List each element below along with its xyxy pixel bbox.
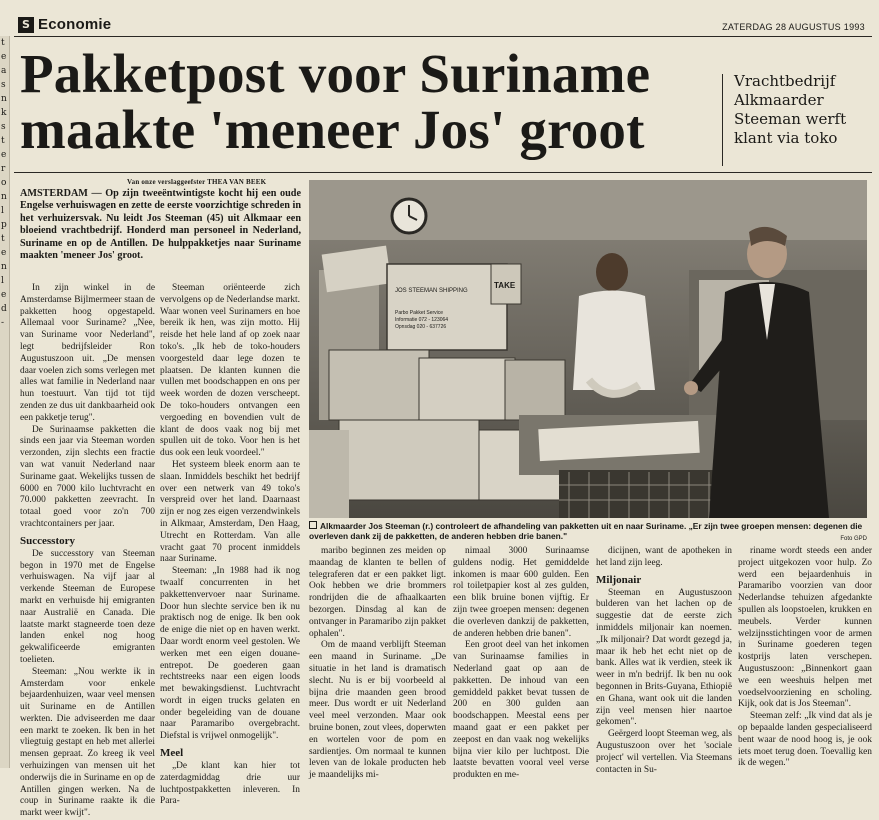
- photo-box-label: Informatie 072 - 123064: [395, 317, 449, 323]
- news-photo: [309, 180, 867, 518]
- photo-credit: Foto GPD: [840, 536, 867, 542]
- paragraph: Steeman: „In 1988 had ik nog twaalf concurrenten in het pakkettenvervoer naar Suriname. Door hun slechte service ben ik nu praktisch nog de enige. Ik ben ook de enige die niet op en haven werkt. Daar wordt enorm veel gestolen. We werken met een eigen douane-entrepot. De goederen gaan rechtstreeks naar een eigen loods met bewakingsdienst. Luchtvracht wordt in eigen trucks gelaten en onder begeleiding van de douane naar Paramaribo overgebracht. Diefstal is vrijwel onmogelijk".: [160, 566, 300, 742]
- photo-caption: [309, 521, 869, 542]
- edge-letter: l: [1, 206, 4, 216]
- paragraph: maribo beginnen zes meiden op maandag de klanten te bellen of telegraferen dat er een pakket ligt. Ook hebben we drie brommers rondrijden die de afhaalkaarten bezorgen. Dinsdag al kan de ontvanger in Paramaribo zijn pakket ophalen".: [309, 546, 446, 639]
- edge-letter: l: [1, 276, 4, 286]
- edge-letter: e: [1, 248, 7, 258]
- edge-letter: n: [1, 262, 7, 272]
- kicker-line: Alkmaarder: [734, 91, 824, 109]
- paragraph: Geërgerd loopt Steeman weg, als Augustuszoon over het 'sociale project' wil vertellen. Via Steemans contacten in Su-: [596, 729, 733, 775]
- paragraph: Steeman en Augustuszoon bulderen van het lachen op de suggestie dat de eerste zich inmiddels miljonair kan noemen. „Ik miljonair? Dat wordt gezegd ja, maar ik heb het echt niet op de bank. Alles wat ik verdien, steek ik weer in m'n bedrijf. Ik ben nu ook begonnen in Brits-Guyana, Ethiopië en Ghana, want ook uit die landen zijn veel mensen hier naartoe gekomen".: [596, 587, 732, 728]
- edge-letter: s: [1, 80, 6, 90]
- edge-letter: t: [1, 38, 5, 48]
- caption-marker-icon: [309, 521, 317, 529]
- paragraph: De successtory van Steeman begon in 1970 met de Engelse verhuiswagen. Na vijf jaar al verkende Steeman de Europese markt en verhuisde hij emigranten naar Australië en Canada. Die laatste markt stagneerde toen deze landen enkel nog hoog gekwalificeerde emigranten toelieten.: [20, 548, 155, 665]
- paragraph: „De klant kan hier tot zaterdagmiddag drie uur luchtpostpakketten inleveren. In Para-: [160, 761, 300, 807]
- paragraph: riname wordt steeds een ander project uitgekozen voor hulp. Zo werd een bejaardenhuis in Paramaribo voorzien van door Nederlandse tehuizen afgedankte spullen als loopstoelen, krukken en meubels. Verder kunnen welzijnsstichtingen voor de armen in Suriname goederen tegen kostprijs laten verschepen. Augustuszoon: „Binnenkort gaan we een weeshuis helpen met voedselvoorziening en scholing. Kijk, ook dat is Jos Steeman".: [738, 546, 872, 710]
- paragraph: nimaal 3000 Surinaamse guldens nodig. Het gemiddelde inkomen is maar 600 gulden. Een rol toiletpapier kost al zes gulden, een blik bruine bonen vijftig. Er zijn twee groepen mensen: degenen die overleven dankzij de pakketten, de anderen hebben drie banen".: [453, 546, 589, 639]
- paragraph: De Surinaamse pakketten die sinds een jaar via Steeman worden verzonden, zijn slechts een fractie van wat vanuit Nederland naar Suriname gaat. Wekelijks tussen de 6000 en 7000 kilo luchtvracht en 70.000 pakketten zeevracht. In totaal goed voor zo'n 700 vrachtcontainers per jaar.: [20, 424, 155, 529]
- kicker-line: klant via toko: [734, 129, 838, 147]
- lead-paragraph: AMSTERDAM — Op zijn tweeëntwintigste kocht hij een oude Engelse verhuiswagen en zette de eerste voorzichtige schreden in het verhuizersvak. Nu leidt Jos Steeman (45) uit Alkmaar een bloeiend vrachtbedrijf. Honderd man personeel in Nederland, Suriname en op de Antillen. De hulppakketjes naar Suriname maakten 'meneer Jos' groot.: [20, 188, 301, 262]
- paragraph: Een groot deel van het inkomen van Surinaamse families in Nederland gaat op aan de pakketten. De inhoud van een gemiddeld pakket bevat tussen de 200 en 300 gulden aan boodschappen. Meestal eens per maand gaat er een pakket per zeepost en dan vaak nog wekelijks bijna vier kilo per luchtpost. Die laatste bevatten vooral veel verse produkten en me-: [453, 640, 589, 781]
- edge-letter: n: [1, 94, 7, 104]
- adjacent-column-fragment: [0, 36, 10, 768]
- paragraph: Om de maand verblijft Steeman een maand in Suriname. „De situatie in het land is dramatisch slecht. Nu is er bij voorbeeld al bijna drie maanden geen brood meer. Dus wordt er uit Nederland veel meel verzonden. Maar ook bruine bonen, zout vlees, doperwten en wortelen voor de pom en sardientjes. Om normaal te kunnen leven van de lokale producten heb je maandelijks mi-: [309, 640, 446, 781]
- edge-letter: o: [1, 178, 7, 188]
- edge-letter: e: [1, 290, 7, 300]
- article-column-6: [738, 546, 872, 770]
- headline-rule: [14, 172, 872, 173]
- article-column-2: [160, 283, 300, 808]
- headline: [20, 43, 715, 160]
- edge-letter: n: [1, 192, 7, 202]
- photo-box-label: TAKE: [494, 281, 516, 290]
- kicker-divider: [722, 74, 723, 166]
- paragraph: Steeman: „Nou werkte ik in Amsterdam voor enkele bejaardenhuizen, waar veel mensen uit Suriname en de Antillen werkten. Die adviseerden me daar een markt te zoeken. Ik ben in het vliegtuig gestapt en heb met allerlei mensen gepraat. Zo kreeg ik veel verhuizingen van mensen uit het onderwijs die in Suriname en op de Antillen gingen werken. Na de coup in Suriname raakte ik die markt weer kwijt".: [20, 666, 155, 819]
- photo-illustration: [309, 180, 867, 518]
- edge-letter: p: [1, 220, 7, 230]
- edge-letter: -: [1, 318, 5, 328]
- section-logo-icon: S: [18, 17, 34, 33]
- edge-letter: a: [1, 66, 7, 76]
- masthead-rule: [14, 36, 872, 37]
- article-column-4: [453, 546, 589, 782]
- section-title: Economie: [38, 16, 112, 33]
- edge-letter: e: [1, 150, 7, 160]
- photo-box-label: JOS STEEMAN SHIPPING: [395, 288, 468, 294]
- edge-letter: t: [1, 136, 5, 146]
- photo-box-label: Opnsdag 020 - 637726: [395, 324, 447, 330]
- headline-line-1: Pakketpost voor Suriname: [20, 43, 651, 104]
- kicker: [734, 72, 874, 148]
- article-column-5: [596, 546, 732, 776]
- edge-letter: d: [1, 304, 7, 314]
- paragraph: In zijn winkel in de Amsterdamse Bijlmermeer staan de pakketten hoog opgestapeld. Allemaal voor Suriname? „Nee, van Suriname voor Nederland", legt bedrijfsleider Ron Augustuszoon uit. „De mensen daar voelen zich soms verlegen met alles wat familie in Nederland naar hun toestuurt. Van tijd tot tijd zenden ze dus uit dankbaarheid ook een pakketje terug".: [20, 283, 155, 423]
- edge-letter: e: [1, 52, 7, 62]
- subheading: Successtory: [20, 534, 75, 547]
- caption-text: Alkmaarder Jos Steeman (r.) controleert de afhandeling van pakketten uit en naar Suriname. „Er zijn twee groepen mensen: degenen die overleven dank zij de pakketten, de anderen hebben drie banen.": [309, 521, 863, 542]
- headline-line-2: maakte 'meneer Jos' groot: [20, 99, 645, 160]
- edge-letter: k: [1, 108, 7, 118]
- subheading: Miljonair: [596, 573, 642, 586]
- edge-letter: r: [1, 164, 6, 174]
- byline: Van onze verslaggeefster THEA VAN BEEK: [127, 178, 267, 186]
- kicker-line: Vrachtbedrijf: [734, 72, 836, 90]
- article-column-1: [20, 283, 155, 820]
- issue-date: ZATERDAG 28 AUGUSTUS 1993: [722, 22, 865, 32]
- paragraph: dicijnen, want de apotheken in het land zijn leeg.: [596, 546, 732, 568]
- edge-letter: s: [1, 122, 6, 132]
- paragraph: Het systeem bleek enorm aan te slaan. Inmiddels beschikt het bedrijf over een netwerk van 49 toko's verspreid over het land. Daarnaast zijn er nog zes eigen verzendwinkels in Alkmaar, Amsterdam, Den Haag, Utrecht en Rotterdam. Van alle vracht gaat 70 procent inmiddels naar Suriname.: [160, 459, 300, 565]
- subheading: Meel: [160, 747, 184, 760]
- kicker-line: Steeman werft: [734, 110, 847, 128]
- edge-letter: t: [1, 234, 5, 244]
- photo-box-label: Parbo Pakket Service: [395, 310, 444, 316]
- paragraph: Steeman oriënteerde zich vervolgens op de Nederlandse markt. Waar wonen veel Surinamers en hoe bereik ik hen, was zijn motto. Hij reisde het hele land af op zoek naar toko's. „Ik heb de toko-houders voorgesteld daar lege dozen te plaatsen. De klanten kunnen die vullen met boodschappen en ons per week worden de dozen verscheept. De toko-houders ontvangen een vergoeding en bovendien vult de klant de doos vaak nog bij met spullen uit de toko. Voor hen is het dus ook een leuk voordeel.": [160, 283, 300, 459]
- paragraph: Steeman zelf: „Ik vind dat als je op bepaalde landen gespecialiseerd bent waar de nood hoog is, je ook iets moet terug doen. Toevallig ken ik de wegen.": [738, 711, 872, 769]
- article-column-3: [309, 546, 446, 782]
